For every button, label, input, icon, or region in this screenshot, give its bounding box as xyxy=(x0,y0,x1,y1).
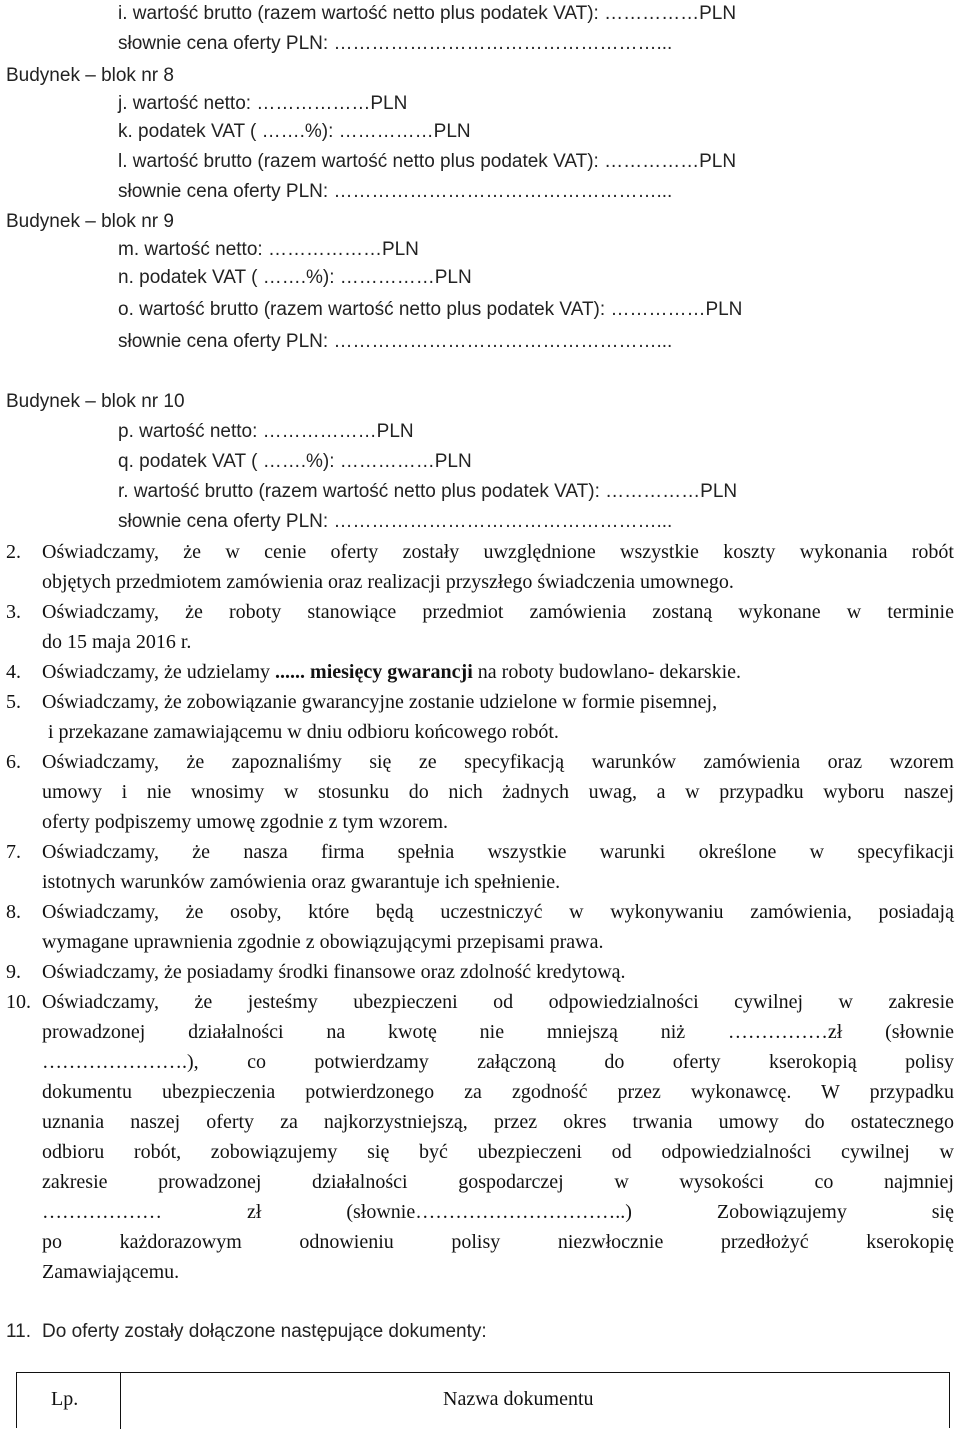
statement-10-line-1: Oświadczamy, że jesteśmy ubezpieczeni od odpowiedzialności cywilnej w zakresie xyxy=(42,991,954,1013)
building-heading-8: Budynek – blok nr 8 xyxy=(6,65,174,86)
item-number: 5. xyxy=(6,691,21,713)
item-number: 3. xyxy=(6,601,21,623)
item-number: 7. xyxy=(6,841,21,863)
statement-10-line-7: zakresie prowadzonej działalności gospodarczej w wysokości co najmniej xyxy=(42,1171,954,1193)
statement-5-line-1: Oświadczamy, że zobowiązanie gwarancyjne zostanie udzielone w formie pisemnej, xyxy=(42,691,718,713)
statement-2-line-2: objętych przedmiotem zamówienia oraz realizacji przyszłego świadczenia umownego. xyxy=(42,571,734,593)
words-price-line: słownie cena oferty PLN: ……………………………………………... xyxy=(118,33,673,54)
statement-6-line-1: Oświadczamy, że zapoznaliśmy się ze specyfikacją warunków zamówienia oraz wzorem xyxy=(42,751,954,773)
words-price-line: słownie cena oferty PLN: ……………………………………………... xyxy=(118,181,673,202)
net-value-line-p: p. wartość netto: ………………PLN xyxy=(118,421,414,442)
statement-10-line-10: Zamawiającemu. xyxy=(42,1261,180,1283)
vat-line-n: n. podatek VAT ( …….%): ……………PLN xyxy=(118,267,472,288)
statement-11: Do oferty zostały dołączone następujące dokumenty: xyxy=(42,1321,487,1342)
statement-10-line-8: ……………… zł (słownie…………………………..) Zobowiązujemy się xyxy=(42,1201,954,1223)
building-heading-9: Budynek – blok nr 9 xyxy=(6,211,174,232)
net-value-line-j: j. wartość netto: ………………PLN xyxy=(118,93,408,114)
warranty-months-field: ...... miesięcy gwarancji xyxy=(275,661,473,683)
statement-3-line-2: do 15 maja 2016 r. xyxy=(42,631,192,653)
statement-6-line-2: umowy i nie wnosimy w stosunku do nich żadnych uwag, a w przypadku wyboru naszej xyxy=(42,781,954,803)
gross-value-line-r: r. wartość brutto (razem wartość netto plus podatek VAT): ……………PLN xyxy=(118,481,738,502)
item-number: 10. xyxy=(6,991,31,1013)
vat-line-q: q. podatek VAT ( …….%): ……………PLN xyxy=(118,451,472,472)
documents-table xyxy=(16,1372,950,1428)
item-number: 6. xyxy=(6,751,21,773)
statement-4 xyxy=(42,660,741,684)
statement-10-line-5: uznania naszej oferty za najkorzystniejszą, przez okres trwania umowy do ostatecznego xyxy=(42,1111,954,1133)
statement-3-line-1: Oświadczamy, że roboty stanowiące przedmiot zamówienia zostaną wykonane w terminie xyxy=(42,601,954,623)
statement-8-line-1: Oświadczamy, że osoby, które będą uczestniczyć w wykonywaniu zamówienia, posiadają xyxy=(42,901,954,923)
net-value-line-m: m. wartość netto: ………………PLN xyxy=(118,239,419,260)
document-name-column-header: Nazwa dokumentu xyxy=(443,1388,594,1410)
item-number: 4. xyxy=(6,661,21,683)
vat-line-k: k. podatek VAT ( …….%): ……………PLN xyxy=(118,121,471,142)
words-price-line: słownie cena oferty PLN: ……………………………………………... xyxy=(118,331,673,352)
building-heading-10: Budynek – blok nr 10 xyxy=(6,391,185,412)
statement-4-text-end: na roboty budowlano- dekarskie. xyxy=(472,661,742,683)
statement-7-line-2: istotnych warunków zamówienia oraz gwarantuje ich spełnienie. xyxy=(42,871,561,893)
statement-7-line-1: Oświadczamy, że nasza firma spełnia wszystkie warunki określone w specyfikacji xyxy=(42,841,954,863)
statement-2-line-1: Oświadczamy, że w cenie oferty zostały uwzględnione wszystkie koszty wykonania robót xyxy=(42,541,954,563)
item-number: 9. xyxy=(6,961,21,983)
statement-6-line-3: oferty podpiszemy umowę zgodnie z tym wzorem. xyxy=(42,811,448,833)
statement-10-line-9: po każdorazowym odnowieniu polisy niezwłocznie przedłożyć kserokopię xyxy=(42,1231,954,1253)
statement-10-line-4: dokumentu ubezpieczenia potwierdzonego za zgodność przez wykonawcę. W przypadku xyxy=(42,1081,954,1103)
statement-8-line-2: wymagane uprawnienia zgodnie z obowiązującymi przepisami prawa. xyxy=(42,931,604,953)
statement-5-line-2: i przekazane zamawiającemu w dniu odbioru końcowego robót. xyxy=(48,721,559,743)
statement-10-line-3: ………………….), co potwierdzamy załączoną do oferty kserokopią polisy xyxy=(42,1051,954,1073)
price-line-i: i. wartość brutto (razem wartość netto plus podatek VAT): ……………PLN xyxy=(118,3,737,24)
statement-10-line-6: odbioru robót, zobowiązujemy się być ubezpieczeni od odpowiedzialności cywilnej w xyxy=(42,1141,954,1163)
statement-4-text: Oświadczamy, że udzielamy xyxy=(42,661,276,683)
item-number: 11. xyxy=(6,1321,32,1342)
item-number: 8. xyxy=(6,901,21,923)
words-price-line: słownie cena oferty PLN: ……………………………………………... xyxy=(118,511,673,532)
gross-value-line-o: o. wartość brutto (razem wartość netto plus podatek VAT): ……………PLN xyxy=(118,299,743,320)
item-number: 2. xyxy=(6,541,21,563)
lp-column-header: Lp. xyxy=(51,1388,79,1410)
statement-10-line-2: prowadzonej działalności na kwotę nie mniejszą niż ……………zł (słownie xyxy=(42,1021,954,1043)
statement-9: Oświadczamy, że posiadamy środki finansowe oraz zdolność kredytową. xyxy=(42,961,626,983)
gross-value-line-l: l. wartość brutto (razem wartość netto plus podatek VAT): ……………PLN xyxy=(118,151,737,172)
